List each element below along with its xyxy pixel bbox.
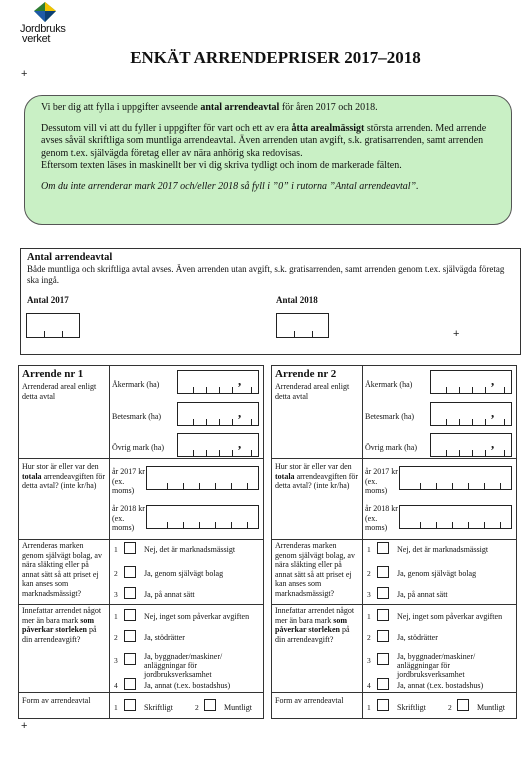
jordbruksverket-logo	[20, 2, 66, 46]
registration-mark: +	[453, 328, 460, 340]
akermark-input[interactable]	[177, 370, 259, 394]
ovrig-mark-input[interactable]	[177, 433, 259, 457]
antal-arrendeavtal-section	[20, 248, 521, 355]
decimal-comma: ,	[238, 373, 242, 388]
areal-label: Arrenderad areal enligt detta avtal	[275, 382, 350, 401]
avgift-2017-label: år 2017 kr (ex. moms)	[365, 467, 398, 495]
marknad-option-1-checkbox[interactable]	[377, 542, 389, 554]
avgift-2018-label: år 2018 kr (ex. moms)	[112, 504, 145, 532]
akermark-label: Åkermark (ha)	[112, 380, 160, 389]
marknad-option-2-label: Ja, genom självägt bolag	[397, 569, 477, 578]
option-number: 2	[448, 703, 452, 712]
option-number: 1	[367, 545, 371, 554]
decimal-comma: ,	[491, 436, 495, 451]
innefattar-option-2-label: Ja, stödrätter	[397, 633, 438, 642]
registration-mark: +	[21, 68, 28, 80]
marknad-option-1-label: Nej, det är marknadsmässigt	[144, 545, 236, 554]
innefattar-option-2-checkbox[interactable]	[377, 630, 389, 642]
decimal-comma: ,	[491, 405, 495, 420]
option-number: 2	[195, 703, 199, 712]
form-muntligt-checkbox[interactable]	[457, 699, 469, 711]
marknad-option-3-checkbox[interactable]	[124, 587, 136, 599]
option-number: 1	[114, 703, 118, 712]
avgift-2017-label: år 2017 kr (ex. moms)	[112, 467, 145, 495]
marknad-option-3-label: Ja, på annat sätt	[144, 590, 195, 599]
option-number: 4	[367, 681, 371, 690]
marknad-option-2-label: Ja, genom självägt bolag	[144, 569, 224, 578]
arrende-panel-1	[18, 365, 264, 719]
ovrig-mark-label: Övrig mark (ha)	[112, 443, 164, 452]
marknad-option-3-label: Ja, på annat sätt	[397, 590, 448, 599]
arrende-heading: Arrende nr 1	[22, 368, 84, 380]
innefattar-option-4-label: Ja, annat (t.ex. bostadshus)	[144, 681, 231, 690]
logo-line-1: Jordbruks	[20, 23, 66, 35]
logo-mark-icon	[34, 2, 56, 22]
marknad-option-1-checkbox[interactable]	[124, 542, 136, 554]
marknad-question: Arrenderas marken genom självägt bolag, av nära släkting eller på annat sätt så att priset ej kan anses som marknadsmässigt?	[22, 541, 102, 598]
form-label: Form av arrendeavtal	[275, 696, 344, 705]
option-number: 1	[367, 703, 371, 712]
form-label: Form av arrendeavtal	[22, 696, 91, 705]
option-number: 2	[367, 569, 371, 578]
ovrig-mark-label: Övrig mark (ha)	[365, 443, 417, 452]
marknad-option-3-checkbox[interactable]	[377, 587, 389, 599]
betesmark-label: Betesmark (ha)	[112, 412, 162, 421]
innefattar-option-4-label: Ja, annat (t.ex. bostadshus)	[397, 681, 484, 690]
akermark-input[interactable]	[430, 370, 512, 394]
antal-description: Både muntliga och skriftliga avtal avses. Även arrenden utan avgift, s.k. gratisarrenden, samt arrenden genom t.ex. självägda företag ska ingå.	[27, 264, 505, 285]
form-muntligt-label: Muntligt	[477, 703, 506, 712]
antal-2018-label: Antal 2018	[276, 295, 318, 305]
instructions-p1: Vi ber dig att fylla i uppgifter avseende antal arrendeavtal för åren 2017 och 2018.	[41, 102, 378, 113]
option-number: 1	[114, 545, 118, 554]
marknad-question: Arrenderas marken genom självägt bolag, av nära släkting eller på annat sätt så att priset ej kan anses som marknadsmässigt?	[275, 541, 355, 598]
option-number: 3	[367, 590, 371, 599]
areal-label: Arrenderad areal enligt detta avtal	[22, 382, 97, 401]
innefattar-option-2-label: Ja, stödrätter	[144, 633, 185, 642]
avgift-2018-input[interactable]	[399, 505, 512, 529]
instructions-box	[24, 95, 512, 225]
innefattar-option-3-checkbox[interactable]	[124, 653, 136, 665]
option-number: 1	[367, 612, 371, 621]
betesmark-input[interactable]	[177, 402, 259, 426]
form-muntligt-checkbox[interactable]	[204, 699, 216, 711]
option-number: 1	[114, 612, 118, 621]
avgift-question: Hur stor är eller var den totala arrendeavgiften för detta avtal? (inte kr/ha)	[275, 462, 359, 490]
form-skriftligt-checkbox[interactable]	[377, 699, 389, 711]
page-title: ENKÄT ARRENDEPRISER 2017–2018	[130, 48, 421, 67]
antal-2018-input[interactable]	[276, 313, 329, 338]
instructions-p2: Dessutom vill vi att du fyller i uppgifter för vart och ett av era åtta arealmässigt största arrenden. Med arrende avses såväl skriftliga som muntliga arrendeavtal. Även arrenden utan avgift, s.k. gratisarrenden, samt arrenden genom t.ex. självägda företag eller av nära anhörig ska redovisas.	[41, 122, 487, 159]
innefattar-option-1-checkbox[interactable]	[124, 609, 136, 621]
option-number: 2	[114, 569, 118, 578]
avgift-2018-label: år 2018 kr (ex. moms)	[365, 504, 398, 532]
betesmark-input[interactable]	[430, 402, 512, 426]
avgift-2017-input[interactable]	[146, 466, 259, 490]
decimal-comma: ,	[238, 405, 242, 420]
registration-mark: +	[21, 720, 28, 732]
form-skriftligt-checkbox[interactable]	[124, 699, 136, 711]
innefattar-option-3-label: Ja, byggnader/maskiner/ anläggningar för jordbruksverksamhet	[397, 652, 476, 679]
option-number: 4	[114, 681, 118, 690]
innefattar-option-1-checkbox[interactable]	[377, 609, 389, 621]
antal-2017-input[interactable]	[26, 313, 80, 338]
marknad-option-2-checkbox[interactable]	[377, 566, 389, 578]
innefattar-question: Innefattar arrendet något mer än bara mark som påverkar storleken på din arrendeavgift?	[22, 606, 102, 644]
decimal-comma: ,	[491, 373, 495, 388]
instructions-p3: Eftersom texten läses in maskinellt ber vi dig skriva tydligt och inom de markerade fälten.	[41, 160, 402, 171]
decimal-comma: ,	[238, 436, 242, 451]
innefattar-option-3-checkbox[interactable]	[377, 653, 389, 665]
akermark-label: Åkermark (ha)	[365, 380, 413, 389]
option-number: 3	[114, 590, 118, 599]
marknad-option-1-label: Nej, det är marknadsmässigt	[397, 545, 489, 554]
innefattar-option-4-checkbox[interactable]	[124, 678, 136, 690]
innefattar-option-4-checkbox[interactable]	[377, 678, 389, 690]
avgift-question: Hur stor är eller var den totala arrendeavgiften för detta avtal? (inte kr/ha)	[22, 462, 106, 490]
marknad-option-2-checkbox[interactable]	[124, 566, 136, 578]
innefattar-option-1-label: Nej, inget som påverkar avgiften	[397, 612, 503, 621]
option-number: 2	[367, 633, 371, 642]
option-number: 2	[114, 633, 118, 642]
betesmark-label: Betesmark (ha)	[365, 412, 415, 421]
innefattar-option-2-checkbox[interactable]	[124, 630, 136, 642]
antal-2017-label: Antal 2017	[27, 295, 69, 305]
avgift-2018-input[interactable]	[146, 505, 259, 529]
instructions-p4: Om du inte arrenderar mark 2017 och/eller 2018 så fyll i ”0” i rutorna ”Antal arrendeavtal”.	[41, 180, 419, 192]
form-skriftligt-label: Skriftligt	[144, 703, 173, 712]
logo-line-2: verket	[22, 33, 51, 45]
arrende-heading: Arrende nr 2	[275, 368, 337, 380]
option-number: 3	[367, 656, 371, 665]
form-skriftligt-label: Skriftligt	[397, 703, 426, 712]
innefattar-option-3-label: Ja, byggnader/maskiner/ anläggningar för jordbruksverksamhet	[144, 652, 223, 679]
ovrig-mark-input[interactable]	[430, 433, 512, 457]
arrende-panel-2	[271, 365, 517, 719]
antal-heading: Antal arrendeavtal	[27, 252, 113, 263]
innefattar-question: Innefattar arrendet något mer än bara mark som påverkar storleken på din arrendeavgift?	[275, 606, 355, 644]
option-number: 3	[114, 656, 118, 665]
avgift-2017-input[interactable]	[399, 466, 512, 490]
innefattar-option-1-label: Nej, inget som påverkar avgiften	[144, 612, 250, 621]
form-muntligt-label: Muntligt	[224, 703, 253, 712]
